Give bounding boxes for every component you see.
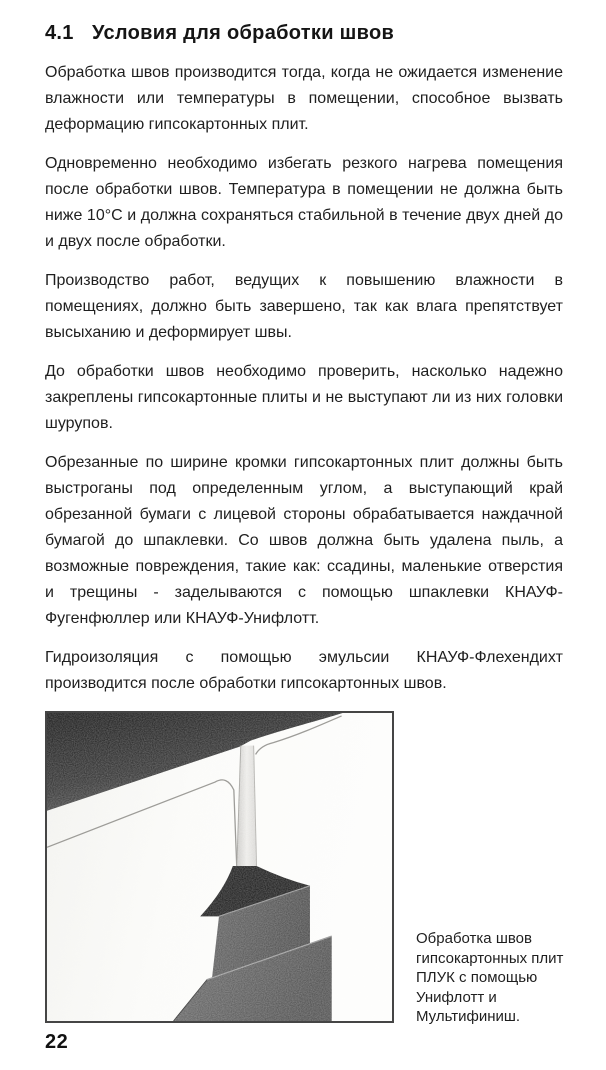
body-paragraph: Одновременно необходимо избегать резкого нагрева помещения после обработки швов. Температура в помещении не должна быть ниже 10°C и должна сохраняться стабильной в течение двух дней до и двух после обработки. — [45, 155, 563, 250]
section-heading — [45, 22, 563, 45]
section-number: 4.1 — [45, 22, 74, 44]
section-title: Условия для обработки швов — [92, 22, 395, 44]
figure-seam-treatment — [45, 711, 394, 1023]
figure-caption-line: гипсокартонных плит — [416, 949, 564, 967]
figure-caption — [416, 929, 591, 1027]
body-paragraph: До обработки швов необходимо проверить, насколько надежно закреплены гипсокартонные плиты и не выступают ли из них головки шурупов. — [45, 363, 563, 432]
body-paragraph: Производство работ, ведущих к повышению влажности в помещениях, должно быть завершено, так как влага препятствует высыханию и деформирует швы. — [45, 272, 563, 341]
figure-caption-line: ПЛУК с помощью — [416, 969, 538, 986]
body-paragraph: Обрезанные по ширине кромки гипсокартонных плит должны быть выстроганы под определенным углом, а выступающий край обрезанной бумаги с лицевой стороны обрабатывается наждачной бумагой до шпаклевки. Со швов должна быть удалена пыль, а возможные повреждения, такие как: ссадины, маленькие отверстия и трещины - заделываются с помощью шпаклевки КНАУФ-Фугенфюллер или КНАУФ-Унифлотт. — [45, 454, 563, 627]
text-column — [45, 22, 563, 710]
figure-caption-line: Мультифиниш. — [416, 1008, 521, 1025]
seam-illustration-graphic — [47, 713, 392, 1021]
body-paragraph: Обработка швов производится тогда, когда не ожидается изменение влажности или температуры в помещении, способное вызвать деформацию гипсокартонных плит. — [45, 64, 563, 133]
body-paragraph: Гидроизоляция с помощью эмульсии КНАУФ-Флехендихт производится после обработки гипсокартонных швов. — [45, 649, 563, 692]
figure-caption-line: Унифлотт и — [416, 988, 497, 1006]
figure-caption-line: Обработка швов — [416, 930, 532, 947]
page-number: 22 — [45, 1031, 69, 1053]
